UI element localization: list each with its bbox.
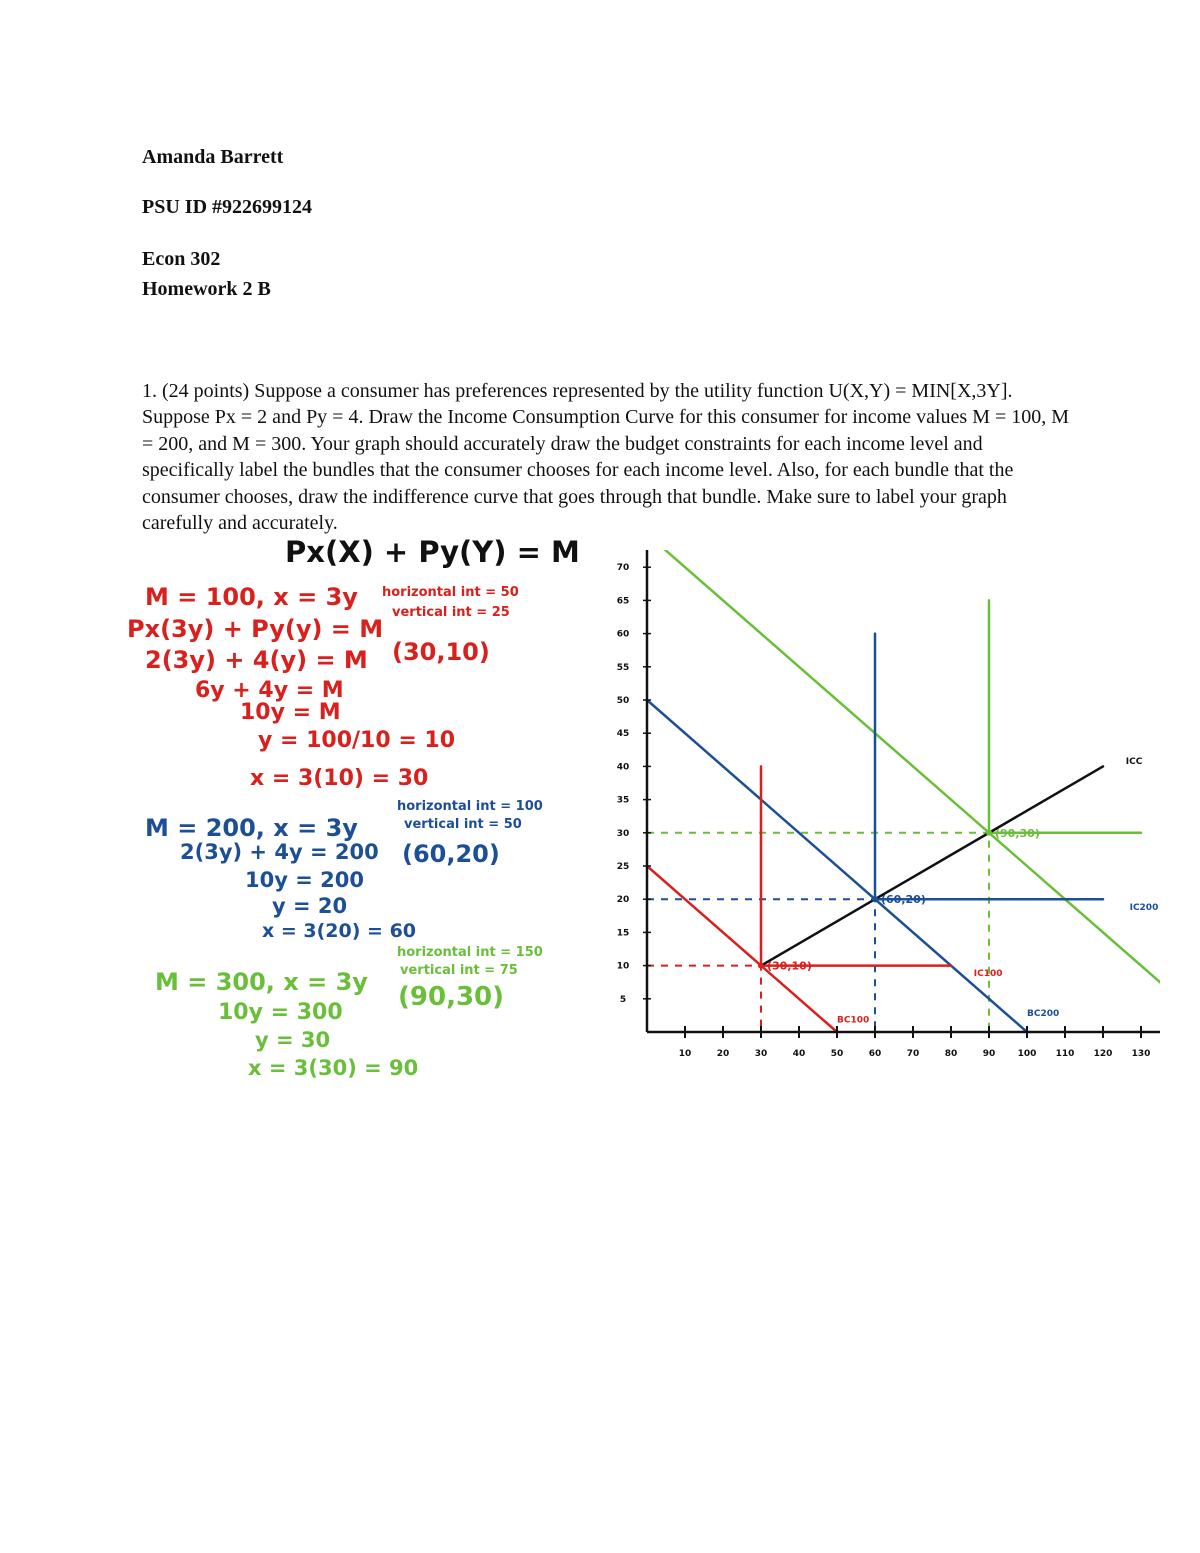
curve-label-icc: ICC [1125, 756, 1143, 767]
series-ic100 [761, 766, 951, 965]
guide-line-1 [647, 966, 761, 1032]
y-tick-label-20: 20 [616, 895, 630, 906]
bundle-label-30-10: (30,10) [767, 959, 812, 973]
x-tick-label-110: 110 [1055, 1049, 1075, 1059]
red-vertical-int: vertical int = 25 [392, 605, 510, 620]
blue-horizontal-int: horizontal int = 100 [397, 799, 543, 814]
y-tick-label-70: 70 [616, 563, 630, 574]
y-tick-label-65: 65 [616, 596, 630, 607]
income-consumption-chart [600, 550, 1160, 1090]
curve-label-ic100: IC100 [973, 969, 1003, 980]
x-tick-label-30: 30 [754, 1049, 768, 1059]
x-tick-label-60: 60 [868, 1049, 882, 1059]
red-line-1: M = 100, x = 3y [145, 583, 358, 611]
green-line-1: M = 300, x = 3y [155, 968, 368, 996]
blue-bundle: (60,20) [402, 840, 500, 868]
bundle-label-90-30: (90,30) [995, 826, 1040, 840]
red-line-6: y = 100/10 = 10 [258, 728, 456, 753]
y-tick-label-60: 60 [616, 629, 630, 640]
y-tick-label-10: 10 [616, 961, 630, 972]
red-horizontal-int: horizontal int = 50 [382, 585, 519, 600]
assignment-title: Homework 2 B [142, 278, 271, 300]
green-bundle: (90,30) [398, 982, 505, 1012]
y-tick-label-15: 15 [616, 928, 630, 939]
question-text: 1. (24 points) Suppose a consumer has preferences represented by the utility function U(X,Y) = MIN[X,3Y]. Suppose Px = 2 and Py = 4. Draw the Income Consumption Curve for this consumer for income values M = 100, M = 200, and M = 300. Your graph should accurately draw the budget constraints for each income level and specifically label the bundles that the consumer chooses for each income level. Also, for each bundle that the consumer chooses, draw the indifference curve that goes through that bundle. Make sure to label your graph carefully and accurately. [142, 380, 1070, 535]
curve-label-bc200: BC200 [1027, 1009, 1060, 1020]
y-tick-label-50: 50 [616, 696, 630, 706]
x-tick-label-120: 120 [1093, 1049, 1113, 1059]
y-tick-label-5: 5 [619, 994, 627, 1005]
x-tick-label-80: 80 [944, 1049, 958, 1059]
y-tick-label-45: 45 [616, 729, 630, 740]
student-id: PSU ID #922699124 [142, 196, 313, 218]
bundle-point-60-20 [872, 896, 878, 902]
blue-vertical-int: vertical int = 50 [404, 817, 522, 832]
green-line-3: y = 30 [255, 1028, 331, 1052]
y-tick-label-40: 40 [616, 762, 630, 773]
curve-label-bc100: BC100 [837, 1015, 870, 1026]
red-line-4: 6y + 4y = M [195, 678, 344, 703]
green-line-4: x = 3(30) = 90 [248, 1056, 419, 1080]
red-line-3: 2(3y) + 4(y) = M [145, 646, 368, 674]
green-horizontal-int: horizontal int = 150 [397, 945, 543, 960]
y-tick-label-25: 25 [616, 862, 630, 872]
x-tick-label-70: 70 [906, 1049, 920, 1059]
budget-equation: Px(X) + Py(Y) = M [285, 535, 580, 569]
y-tick-label-55: 55 [616, 662, 630, 673]
y-tick-label-30: 30 [616, 828, 630, 839]
blue-line-4: y = 20 [272, 894, 348, 918]
y-tick-label-35: 35 [616, 795, 630, 806]
bundle-point-90-30 [986, 830, 992, 836]
x-tick-label-90: 90 [982, 1049, 996, 1059]
red-line-5: 10y = M [240, 700, 341, 725]
blue-line-2: 2(3y) + 4y = 200 [180, 840, 379, 864]
series-bc100 [647, 866, 837, 1032]
green-vertical-int: vertical int = 75 [400, 963, 518, 978]
bundle-point-30-10 [758, 963, 764, 969]
blue-line-5: x = 3(20) = 60 [262, 920, 417, 942]
x-tick-label-100: 100 [1017, 1049, 1037, 1059]
student-name: Amanda Barrett [142, 146, 284, 168]
red-bundle: (30,10) [392, 638, 490, 666]
series-bc200 [647, 700, 1027, 1032]
green-line-2: 10y = 300 [218, 1000, 343, 1025]
x-tick-label-50: 50 [830, 1049, 844, 1059]
course-name: Econ 302 [142, 248, 221, 270]
x-tick-label-20: 20 [716, 1049, 730, 1059]
series-icc [761, 766, 1103, 965]
series-ic300 [989, 600, 1141, 832]
red-line-7: x = 3(10) = 30 [250, 766, 429, 791]
x-tick-label-130: 130 [1131, 1049, 1151, 1059]
curve-label-ic200: IC200 [1129, 902, 1159, 913]
x-tick-label-40: 40 [792, 1049, 806, 1059]
series-bc300 [647, 550, 1160, 1032]
red-line-2: Px(3y) + Py(y) = M [127, 615, 384, 643]
blue-line-1: M = 200, x = 3y [145, 814, 358, 842]
blue-line-3: 10y = 200 [245, 868, 364, 892]
x-tick-label-10: 10 [678, 1049, 692, 1059]
bundle-label-60-20: (60,20) [881, 893, 926, 907]
